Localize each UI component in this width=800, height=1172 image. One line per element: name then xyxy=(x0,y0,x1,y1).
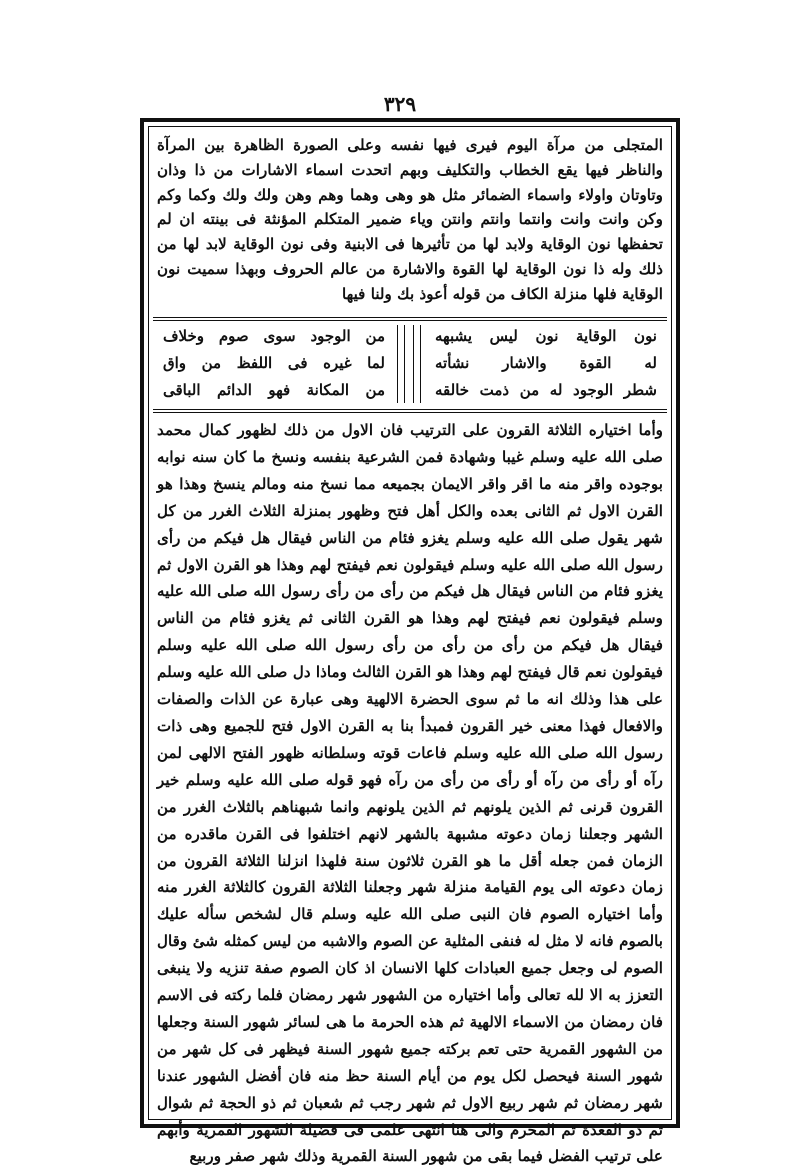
inner-frame xyxy=(148,126,672,1166)
verse-first-hemistichs xyxy=(435,323,657,405)
top-paragraph xyxy=(157,133,663,311)
verse-second-hemistichs xyxy=(163,323,385,405)
divider-rule xyxy=(153,317,667,321)
verse-line: من الوجود سوى صوم وخلاف xyxy=(163,327,385,345)
divider-rule xyxy=(153,409,667,413)
top-paragraph-text: المتجلى من مرآة اليوم فيرى فيها نفسه وعلى الصورة الظاهرة بين المرآة والناظر فيها يقع الخطاب والتكليف وبهم اتحدت اسماء الاشارات من ذا وذان وتاوتان واولاء واسماء الضمائر مثل هو وهى وهما وهم وهن ولك ولك وكما وكم وكن وانت وانت وانتما وانتم وانتن وياء ضمير المتكلم المؤنثة فى بينته ان لم تحفظها نون الوقاية ولابد لها من تأثيرها فى الابنية وفى نون الوقاية لابد لها من ذلك وله ذا نون الوقاية لها القوة والاشارة من عالم الحروف وبهذا سميت نون الوقاية فلها منزلة الكاف من قوله أعوذ بك ولنا فيها xyxy=(157,136,663,303)
verse-divider xyxy=(413,325,421,403)
main-paragraph xyxy=(157,417,663,1166)
verse-line: من المكانة فهو الدائم الباقى xyxy=(163,381,385,399)
verse-line: نون الوقاية نون ليس يشبهه xyxy=(435,327,657,345)
verse-line: لما غيره فى اللفظ من واق xyxy=(163,354,385,372)
page-number: ٣٢٩ xyxy=(383,92,417,116)
verse-block xyxy=(157,323,663,405)
verse-line: له القوة والاشار نشأته xyxy=(435,354,657,372)
verse-divider xyxy=(397,325,405,403)
verse-line: شطر الوجود له من ذمت خالقه xyxy=(435,381,657,399)
page-frame xyxy=(140,118,680,1166)
main-paragraph-text: وأما اختياره الثلاثة القرون على الترتيب فان الاول من ذلك لظهور كمال محمد صلى الله عليه وسلم غيبا وشهادة فمن الشرعية بنفسه ونسخ ما كان سنه نوابه بوجوده واقر منه ما اقر واقر الايمان بجميعه مما نسخ منه ومالم ينسخ وهذا هو القرن الاول ثم الثانى بعده والكل أهل فتح وظهور بمنزلة الثلاث الغرر من كل شهر يقول صلى الله عليه وسلم يغزو فئام من الناس فيقال هل فيكم من رأى رسول الله صلى الله عليه وسلم فيقولون نعم فيفتح لهم وهذا هو القرن الاول ثم يغزو فئام من الناس فيقال هل فيكم من رأى من رأى رسول الله صلى الله عليه وسلم فيقولون نعم فيفتح لهم وهذا هو القرن الثانى ثم يغزو فئام من الناس فيقال هل فيكم من رأى من رأى من رأى رسول الله صلى الله عليه وسلم فيقولون نعم قال فيفتح لهم وهذا هو القرن الثالث وماذا دل صلى الله عليه وسلم على هذا وذلك انه ما ثم سوى الحضرة الالهية وهى عبارة عن الذات والصفات والافعال فهذا معنى خير القرون فمبدأ بنا به القرن الاول فتح للجميع وهى ذات رسول الله صلى الله عليه وسلم فاعات قوته وسلطانه ظهور الفتح الالهى لمن رآه أو رأى من رآه أو رأى من رأى من رآه فهو قوله صلى الله عليه وسلم خير القرون قرنى ثم الذين يلونهم ثم الذين يلونهم وانما شبهناهم بالثلاث الغرر من الشهر وجعلنا زمان دعوته مشبهة بالشهر لانهم اختلفوا فى القرن ماقدره من الزمان فمن جعله أقل ما هو القرن ثلاثون سنة فلهذا انزلنا الثلاثة القرون من زمان دعوته الى يوم القيامة منزلة شهر وجعلنا الثلاثة القرون كالثلاثة الغرر منه وأما اختياره الصوم فان النبى صلى الله عليه وسلم قال لشخص سأله عليك بالصوم فانه لا مثل له فنفى المثلية عن الصوم والاشبه من ليس كمثله شئ وقال الصوم لى وجعل جميع العبادات كلها الانسان اذ كان الصوم صفة تنزيه ولا ينبغى التعزز به الا لله تعالى وأما اختياره من الشهور شهر رمضان فلما ركته فى الاسم فان رمضان من الاسماء الالهية ثم هذه الحرمة ما هى لسائر شهور السنة وجعلها من الشهور القمرية حتى تعم بركته جميع شهور السنة فيظهر فى كل شهر من شهور السنة فيحصل لكل يوم من أيام السنة حظ منه فان أفضل الشهور عندنا شهر رمضان ثم شهر ربيع الاول ثم شهر رجب ثم شعبان ثم ذو الحجة ثم شوال ثم ذو القعدة ثم المحرم والى هنا انتهى علمى فى فضيلة الشهور القمرية وأبهم على ترتيب الفضل فيما بقى من شهور السنة القمرية وذلك شهر صفر وربيع xyxy=(157,421,663,1166)
